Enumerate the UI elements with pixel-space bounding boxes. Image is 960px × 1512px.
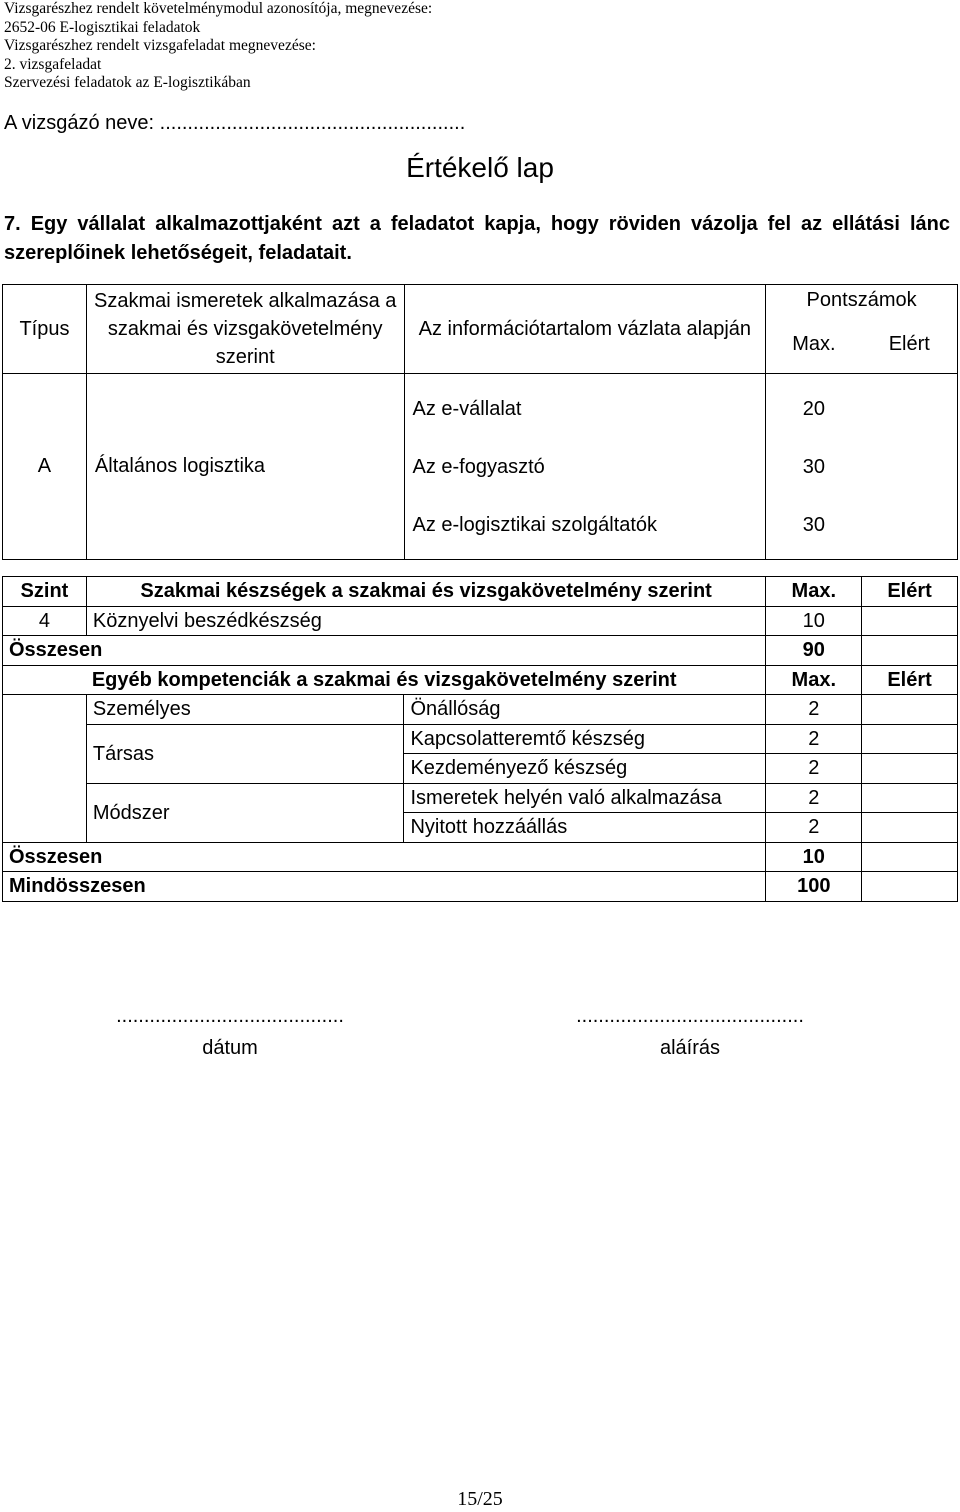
group-social: Társas	[86, 724, 404, 783]
col-header-points: Pontszámok	[766, 285, 958, 316]
skills-score-table	[2, 576, 958, 902]
info-item: Az e-logisztikai szolgáltatók	[412, 513, 658, 536]
info-item: Az e-vállalat	[412, 397, 522, 420]
header-line-task-label: Vizsgarészhez rendelt vizsgafeladat megnevezése:	[4, 37, 316, 55]
document-header	[4, 0, 432, 93]
max-value: 30	[802, 455, 825, 478]
group-personal: Személyes	[86, 695, 404, 725]
signature-block	[550, 1000, 830, 1064]
subtotal-label: Összesen	[3, 842, 766, 872]
task-description: 7. Egy vállalat alkalmazottjaként azt a feladatot kapja, hogy röviden vázolja fel az ellátási lánc szereplőinek lehetőségeit, feladatait.	[4, 213, 950, 264]
header-line-module: 2652-06 E-logisztikai feladatok	[4, 18, 201, 36]
competency-achieved-cell	[862, 695, 958, 725]
max-value: 20	[802, 397, 825, 420]
competency-spacer	[3, 695, 87, 843]
competency-item: Nyitott hozzáállás	[404, 813, 766, 843]
page-title: Értékelő lap	[406, 152, 554, 183]
knowledge-score-table	[2, 284, 958, 560]
achieved-points-cell	[862, 374, 958, 560]
competency-item: Kezdeményező készség	[404, 754, 766, 784]
header-line-task-number: 2. vizsgafeladat	[4, 55, 102, 73]
info-items	[404, 374, 766, 560]
competency-item: Ismeretek helyén való alkalmazása	[404, 783, 766, 813]
competency-max: 2	[766, 783, 862, 813]
group-method: Módszer	[86, 783, 404, 842]
date-label: dátum	[202, 1037, 258, 1059]
subtotal-max: 90	[766, 636, 862, 666]
subtotal-achieved-cell	[862, 636, 958, 666]
competencies-header: Egyéb kompetenciák a szakmai és vizsgakövetelmény szerint	[3, 665, 766, 695]
skill-level: 4	[3, 606, 87, 636]
competency-max: 2	[766, 724, 862, 754]
col-header-type: Típus	[3, 285, 87, 374]
skill-label: Köznyelvi beszédkészség	[86, 606, 766, 636]
competency-achieved-cell	[862, 813, 958, 843]
col-header-max: Max.	[766, 316, 862, 374]
header-line-task-name: Szervezési feladatok az E-logisztikában	[4, 74, 251, 92]
col-header-achieved: Elért	[862, 316, 958, 374]
max-value: 30	[802, 513, 825, 536]
row-type: A	[3, 374, 87, 560]
skill-achieved-cell	[862, 606, 958, 636]
col-header-info: Az információtartalom vázlata alapján	[404, 285, 766, 374]
skill-max: 10	[766, 606, 862, 636]
signature-label: aláírás	[659, 1037, 721, 1059]
col-header-max: Max.	[766, 577, 862, 607]
competency-max: 2	[766, 754, 862, 784]
grand-total-max: 100	[766, 872, 862, 902]
col-header-achieved: Elért	[862, 665, 958, 695]
col-header-level: Szint	[3, 577, 87, 607]
max-points	[766, 374, 862, 560]
grand-total-label: Mindösszesen	[3, 872, 766, 902]
date-dotted-line: .........................................	[116, 1005, 344, 1027]
competency-achieved-cell	[862, 783, 958, 813]
competency-achieved-cell	[862, 724, 958, 754]
subtotal-max: 10	[766, 842, 862, 872]
page-number: 15/25	[457, 1488, 503, 1510]
candidate-name-line: A vizsgázó neve: .......................................................	[4, 112, 466, 134]
competency-item: Önállóság	[404, 695, 766, 725]
competency-max: 2	[766, 695, 862, 725]
competency-achieved-cell	[862, 754, 958, 784]
info-item: Az e-fogyasztó	[412, 455, 545, 478]
col-header-max: Max.	[766, 665, 862, 695]
subtotal-label: Összesen	[3, 636, 766, 666]
competency-item: Kapcsolatteremtő készség	[404, 724, 766, 754]
col-header-achieved: Elért	[862, 577, 958, 607]
header-line-module-label: Vizsgarészhez rendelt követelménymodul azonosítója, megnevezése:	[4, 0, 433, 17]
grand-total-achieved-cell	[862, 872, 958, 902]
skills-header: Szakmai készségek a szakmai és vizsgakövetelmény szerint	[86, 577, 766, 607]
row-knowledge: Általános logisztika	[86, 374, 404, 560]
signature-dotted-line: .........................................	[576, 1005, 804, 1027]
subtotal-achieved-cell	[862, 842, 958, 872]
col-header-knowledge: Szakmai ismeretek alkalmazása a szakmai és vizsgakövetelmény szerint	[86, 285, 404, 374]
date-signature-block	[90, 1000, 370, 1064]
competency-max: 2	[766, 813, 862, 843]
